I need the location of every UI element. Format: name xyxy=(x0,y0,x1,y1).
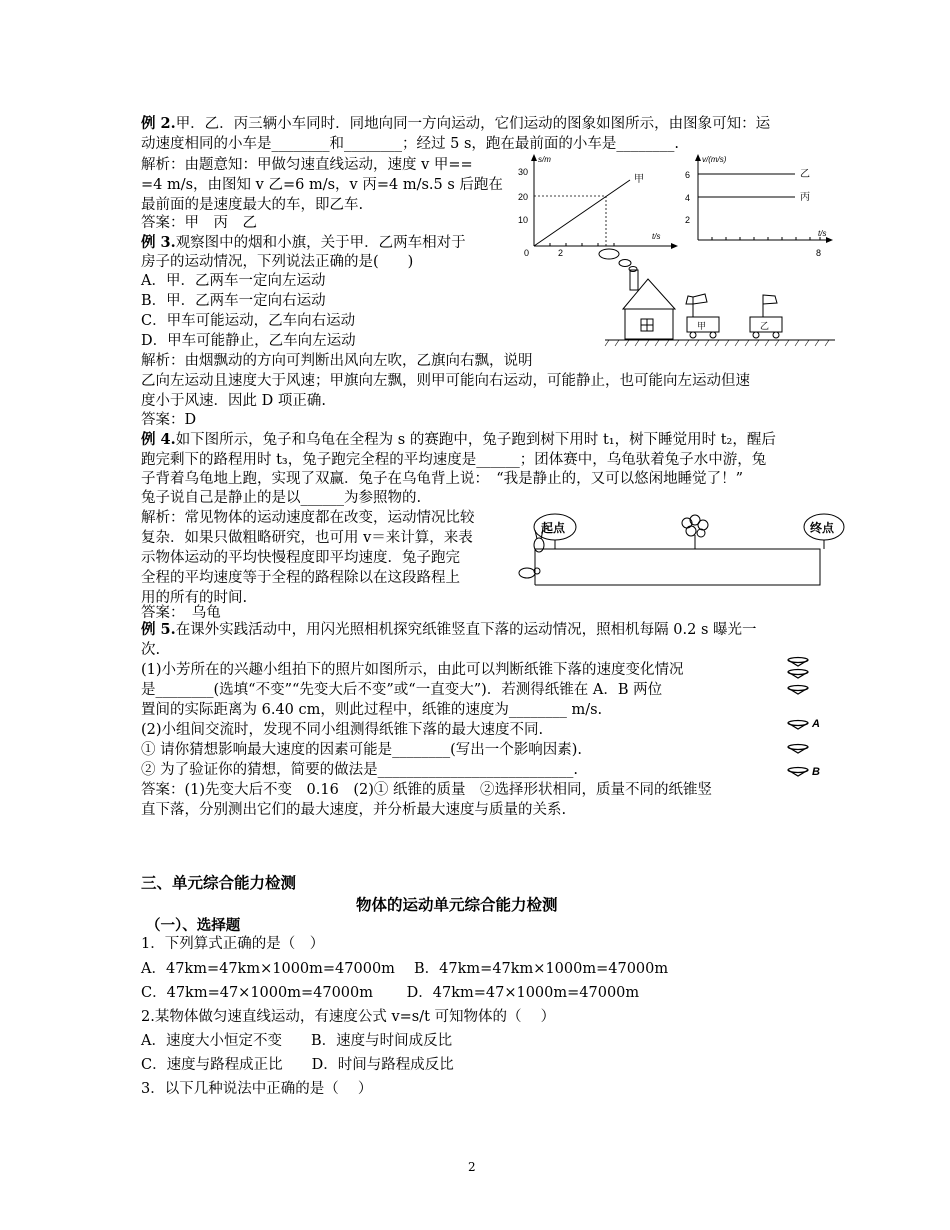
cone-icon xyxy=(788,670,808,679)
ex4-question-line4: 兔子说自己是静止的是以______为参照物的. xyxy=(141,490,422,506)
ex4-analysis-line4: 全程的平均速度等于全程的路程除以在这段路程上 xyxy=(141,570,460,586)
page-number: 2 xyxy=(468,1160,476,1174)
ex5-part2-line1: (2)小组间交流时，发现不同小组测得纸锥下落的最大速度不同. xyxy=(141,722,544,738)
test-title: 物体的运动单元综合能力检测 xyxy=(356,895,558,914)
ex3-question-line1: 例 3.观察图中的烟和小旗，关于甲．乙两车相对于 xyxy=(141,234,466,251)
ex4-analysis-line2: 复杂．如果只做粗略研究，也可用 v＝来计算，来表 xyxy=(141,530,473,546)
ex3-option-d: D．甲车可能静止，乙车向左运动 xyxy=(141,333,356,349)
house-carts-illustration xyxy=(595,242,845,352)
vt-label-yi: 乙 xyxy=(800,169,810,180)
vt-ytick: 2 xyxy=(685,215,691,225)
q2-options-cd: C．速度与路程成正比 D．时间与路程成反比 xyxy=(141,1057,454,1073)
section-heading: 三、单元综合能力检测 xyxy=(141,873,297,892)
ex2-answer: 答案：甲 丙 乙 xyxy=(141,215,257,231)
cone-mark-b: B xyxy=(812,766,820,778)
ex3-analysis-line1: 解析：由烟飘动的方向可判断出风向左吹，乙旗向右飘，说明 xyxy=(141,353,533,369)
start-label: 起点 xyxy=(541,521,566,535)
ex3-option-b: B．甲．乙两车一定向右运动 xyxy=(141,293,326,309)
house-roof xyxy=(623,279,675,309)
ex3-option-c: C．甲车可能运动，乙车向右运动 xyxy=(141,313,356,329)
ex2-analysis-line1: 解析：由题意知：甲做匀速直线运动，速度 v 甲== xyxy=(141,157,473,173)
ex5-answer-line1: 答案：(1)先变大后不变 0.16 (2)① 纸锥的质量 ②选择形状相同，质量不同的纸锥竖 xyxy=(141,782,712,798)
rabbit-icon xyxy=(534,538,544,552)
cone-icon xyxy=(788,745,808,754)
cone-icon xyxy=(788,658,808,667)
cone-icon xyxy=(788,686,808,695)
ex2-analysis-line2: =4 m/s，由图知 v 乙=6 m/s，v 丙=4 m/s.5 s 后跑在 xyxy=(141,177,503,193)
st-ytick: 10 xyxy=(518,215,529,225)
ex3-question-line2: 房子的运动情况，下列说法正确的是( ) xyxy=(141,254,414,270)
ex2-question-line2: 动速度相同的小车是________和________；经过 5 s，跑在最前面的小车是________. xyxy=(141,136,679,152)
vt-xlabel: t/s xyxy=(818,229,827,238)
house-body xyxy=(625,309,673,339)
cart-jia-label: 甲 xyxy=(697,321,707,331)
ex4-question-line1: 例 4.如下图所示，兔子和乌龟在全程为 s 的赛跑中，兔子跑到树下用时 t₁，树下睡觉用时 t₂，醒后 xyxy=(141,431,776,448)
ex4-analysis-line1: 解析：常见物体的运动速度都在改变，运动情况比较 xyxy=(141,510,475,526)
paper-cone-photo xyxy=(780,655,830,785)
vt-label-bing: 丙 xyxy=(800,192,810,203)
end-label: 终点 xyxy=(810,521,835,535)
ex3-analysis-line3: 度小于风速．因此 D 项正确. xyxy=(141,393,326,409)
st-ytick: 20 xyxy=(518,192,529,202)
vt-ytick: 6 xyxy=(685,170,691,180)
ex5-answer-line2: 直下落，分别测出它们的最大速度，并分析最大速度与质量的关系. xyxy=(141,802,567,818)
ex5-part1-line1: (1)小芳所在的兴趣小组拍下的照片如图所示，由此可以判断纸锥下落的速度变化情况 xyxy=(141,662,684,678)
st-line-jia xyxy=(534,180,630,246)
ex5-part1-line3: 置间的实际距离为 6.40 cm，则此过程中，纸锥的速度为________ m/s. xyxy=(141,702,603,718)
q1-options-cd: C．47km=47×1000m=47000m D．47km=47×1000m=47000m xyxy=(141,985,640,1001)
ex5-question-line1: 例 5.在课外实践活动中，用闪光照相机探究纸锥竖直下落的运动情况，照相机每隔 0.2 s 曝光一 xyxy=(141,621,757,638)
ex2-question-line1: 例 2.甲．乙．丙三辆小车同时．同地向同一方向运动，它们运动的图象如图所示，由图象可知：运 xyxy=(141,115,771,132)
ex4-analysis-line5: 用的所有的时间. xyxy=(141,590,248,606)
st-xtick: 0 xyxy=(524,248,530,258)
st-ytick: 30 xyxy=(518,167,529,177)
turtle-icon xyxy=(519,568,535,578)
st-line-label: 甲 xyxy=(634,174,644,185)
smoke-cloud xyxy=(599,249,619,259)
ex3-option-a: A．甲．乙两车一定向左运动 xyxy=(141,273,326,289)
ex4-question-line3: 子背着乌龟地上跑，实现了双赢．兔子在乌龟背上说： “我是静止的，又可以悠闲地睡觉了！” xyxy=(141,471,744,487)
ex2-analysis-line3: 最前面的是速度最大的车，即乙车. xyxy=(141,197,364,213)
q1-options-ab: A．47km=47km×1000m=47000m B．47km=47km×1000m=47000m xyxy=(141,961,669,977)
race-illustration xyxy=(515,505,845,600)
subsection-heading: （一）、选择题 xyxy=(146,917,241,934)
ex5-part2-line3: ② 为了验证你的猜想，简要的做法是___________________________. xyxy=(141,762,578,778)
cart-yi-label: 乙 xyxy=(760,321,770,331)
cone-icon xyxy=(788,768,808,777)
ex3-analysis-line2: 乙向左运动且速度大于风速；甲旗向左飘，则甲可能向右运动，可能静止，也可能向左运动但速 xyxy=(141,373,750,389)
q2-stem: 2.某物体做匀速直线运动，有速度公式 v=s/t 可知物体的（ ） xyxy=(141,1009,556,1025)
st-xlabel: t/s xyxy=(652,232,661,241)
cone-icon xyxy=(788,721,808,730)
ex5-part1-line2: 是________(选填“不变”“先变大后不变”或“一直变大”)．若测得纸锥在 A．B 两位 xyxy=(141,682,663,698)
q2-options-ab: A．速度大小恒定不变 B．速度与时间成反比 xyxy=(141,1033,453,1049)
st-xtick: 2 xyxy=(558,248,564,258)
cone-mark-a: A xyxy=(812,718,820,730)
chimney xyxy=(630,270,638,290)
ex4-analysis-line3: 示物体运动的平均快慢程度即平均速度．兔子跑完 xyxy=(141,550,460,566)
vt-xtick: 8 xyxy=(816,248,822,258)
ex4-question-line2: 跑完剩下的路程用时 t₃，兔子跑完全程的平均速度是______；团体赛中，乌龟驮着兔子水中游，兔 xyxy=(141,452,767,468)
st-ylabel: s/m xyxy=(538,155,551,164)
vt-ytick: 4 xyxy=(685,193,691,203)
q3-stem: 3．以下几种说法中正确的是（ ） xyxy=(141,1081,373,1097)
track-upper xyxy=(535,549,820,585)
ex5-part2-line2: ① 请你猜想影响最大速度的因素可能是________(写出一个影响因素). xyxy=(141,742,583,758)
ex4-answer: 答案： 乌龟 xyxy=(141,605,221,621)
q1-stem: 1．下列算式正确的是（ ） xyxy=(141,936,325,952)
vt-ylabel: v/(m/s) xyxy=(702,155,727,164)
ex5-question-line2: 次. xyxy=(141,642,161,658)
ex3-answer: 答案：D xyxy=(141,412,197,428)
